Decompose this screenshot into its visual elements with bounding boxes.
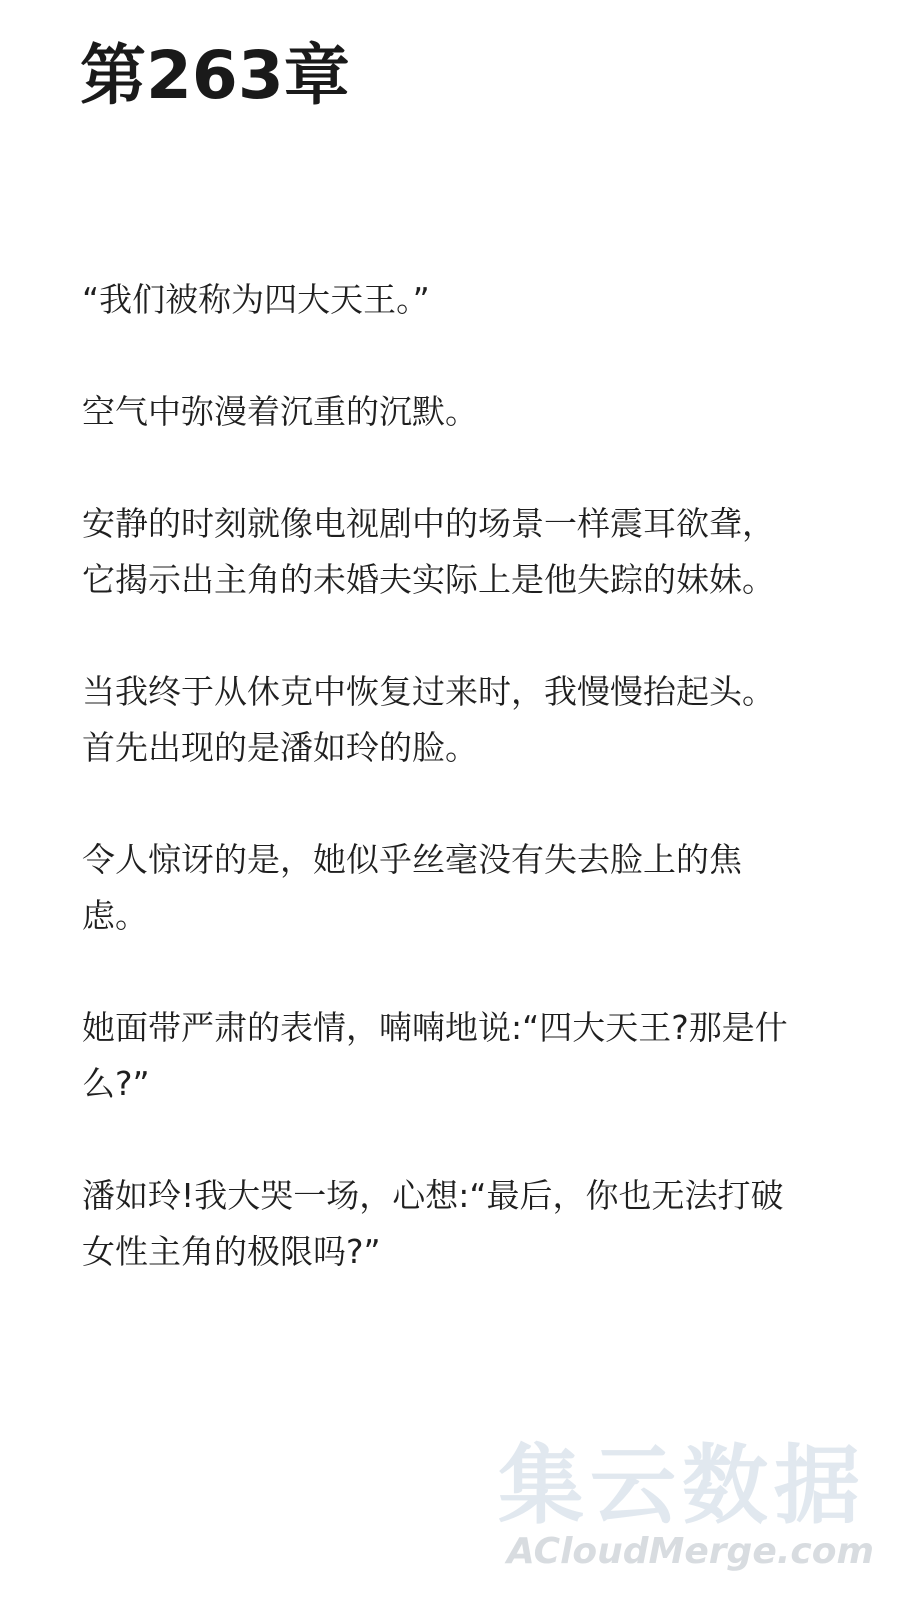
paragraph: 她面带严肃的表情，喃喃地说:“四大天王?那是什么?” — [82, 1008, 788, 1103]
paragraph: 潘如玲!我大哭一场，心想:“最后，你也无法打破女性主角的极限吗?” — [82, 1176, 784, 1271]
paragraph: “我们被称为四大天王。” — [82, 280, 430, 319]
watermark-cn: 集云数据 — [498, 1436, 866, 1536]
paragraph: 安静的时刻就像电视剧中的场景一样震耳欲聋，它揭示出主角的未婚夫实际上是他失踪的妹妹。 — [82, 504, 775, 599]
chapter-title: 第263章 — [80, 37, 350, 114]
paragraph: 当我终于从休克中恢复过来时，我慢慢抬起头。首先出现的是潘如玲的脸。 — [82, 672, 775, 767]
paragraph: 令人惊讶的是，她似乎丝毫没有失去脸上的焦虑。 — [82, 840, 742, 935]
chapter-body — [82, 272, 800, 1336]
watermark — [498, 1438, 878, 1588]
watermark-en: ACloudMerge.com — [506, 1531, 874, 1572]
paragraph: 空气中弥漫着沉重的沉默。 — [82, 392, 478, 431]
